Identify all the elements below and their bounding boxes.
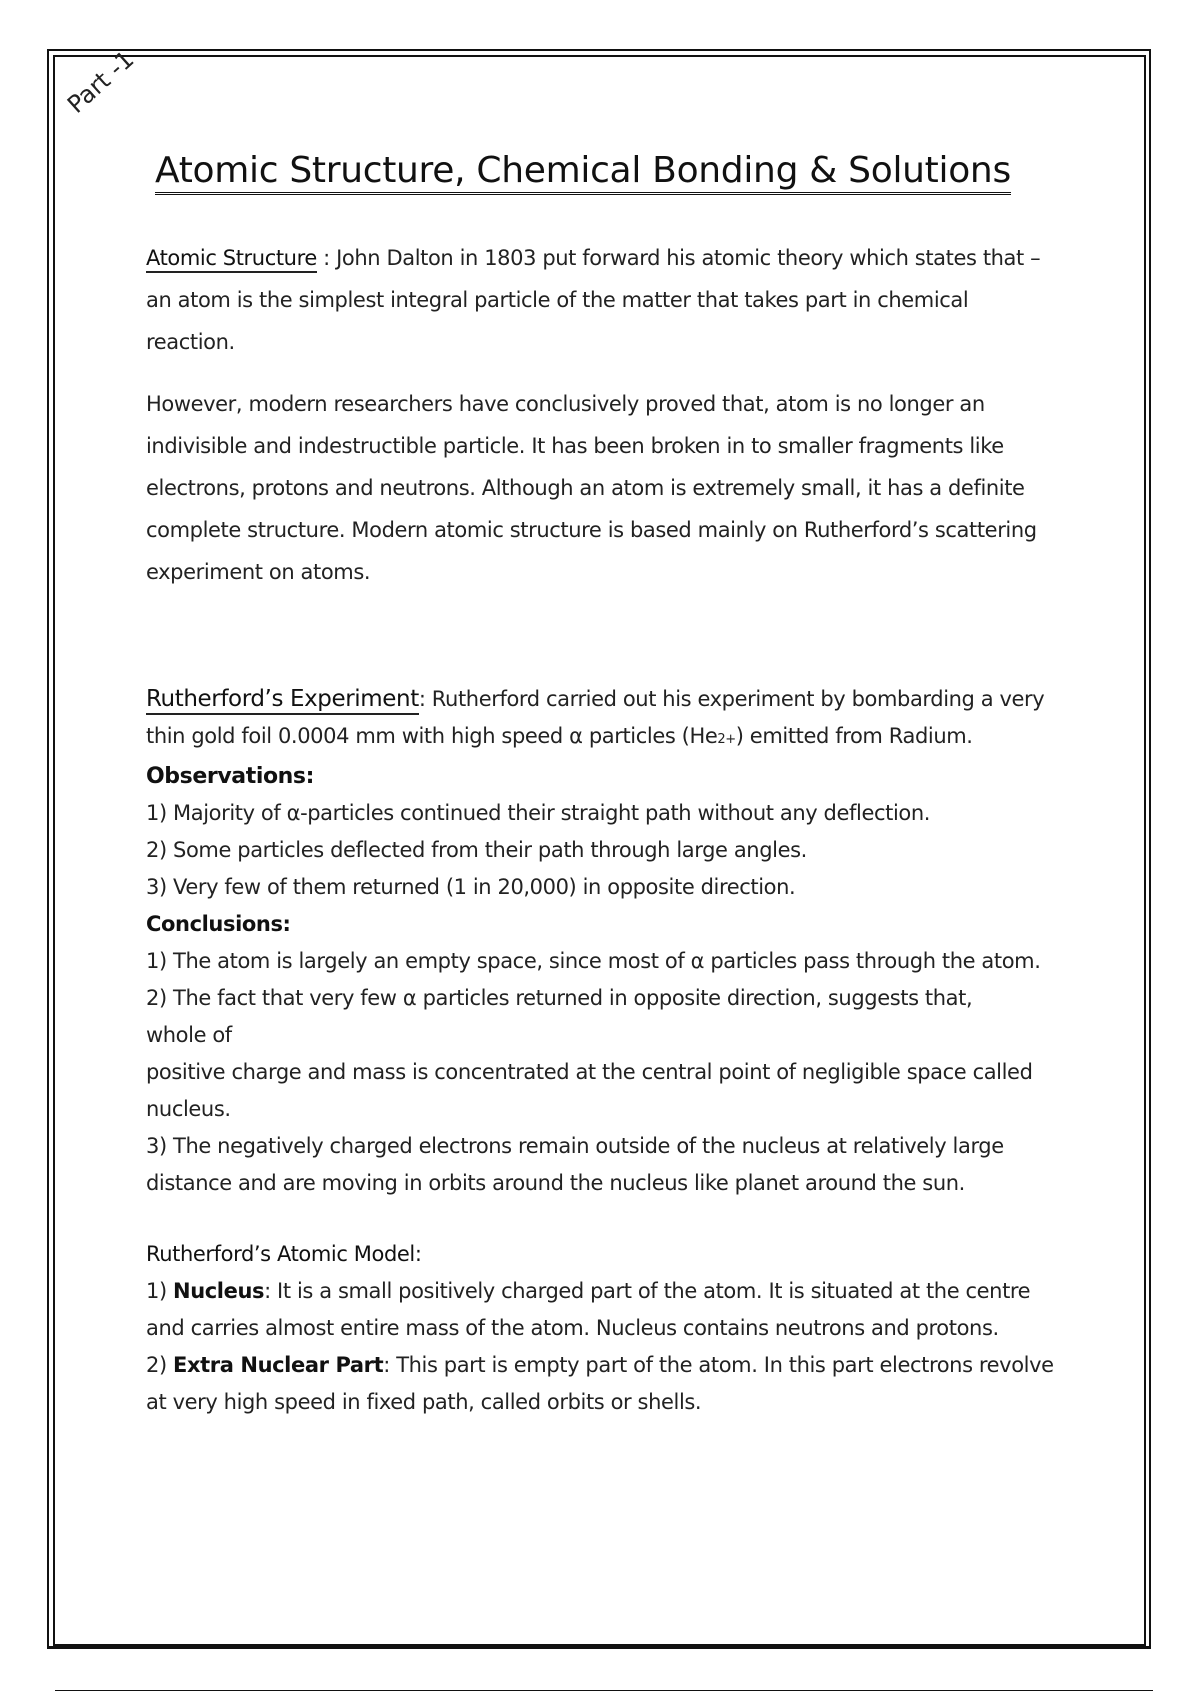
model-item-text: : This part is empty part of the atom. In this part electrons revolve at very high speed in fixed path, called orbits or shells.	[146, 1353, 1054, 1414]
conclusion-item: 1) The atom is largely an empty space, since most of α particles pass through the atom.	[146, 949, 1041, 973]
model-item-number: 1)	[146, 1279, 174, 1303]
rutherford-text-after: ) emitted from Radium.	[735, 724, 973, 748]
atomic-structure-heading: Atomic Structure	[146, 246, 317, 273]
observation-item: 2) Some particles deflected from their path through large angles.	[146, 838, 807, 862]
rutherford-text-before: : Rutherford carried out his experiment by bombarding a very thin gold foil 0.0004 mm with high speed α particles (He	[146, 687, 1045, 748]
nucleus-term: Nucleus	[173, 1279, 265, 1303]
model-item-number: 2)	[146, 1353, 174, 1377]
model-item	[146, 1347, 1061, 1421]
rutherford-experiment-heading: Rutherford’s Experiment	[146, 686, 419, 715]
model-item-text: : It is a small positively charged part of the atom. It is situated at the centre and carries almost entire mass of the atom. Nucleus contains neutrons and protons.	[146, 1279, 1031, 1340]
extra-nuclear-term: Extra Nuclear Part	[173, 1353, 384, 1377]
part-label: Part -1	[62, 45, 140, 119]
modern-paragraph: However, modern researchers have conclusively proved that, atom is no longer an indivisible and indestructible particle. It has been broken in to smaller fragments like electrons, protons and neutrons. Although an atom is extremely small, it has a definite complete structure. Modern atomic structure is based mainly on Rutherford’s scattering experiment on atoms.	[146, 392, 1037, 584]
intro-paragraph	[146, 237, 1061, 363]
conclusion-item: 2) The fact that very few α particles returned in opposite direction, suggests that, whole of	[146, 986, 973, 1047]
observations-heading: Observations:	[146, 764, 315, 789]
atomic-model-heading: Rutherford’s Atomic Model:	[146, 1242, 422, 1266]
rutherford-paragraph	[146, 681, 1061, 758]
helium-charge-subscript: 2+	[717, 732, 736, 747]
conclusion-item: 3) The negatively charged electrons remain outside of the nucleus at relatively large distance and are moving in orbits around the nucleus like planet around the sun.	[146, 1134, 1004, 1195]
bottom-rule	[55, 1690, 1153, 1691]
conclusions-heading: Conclusions:	[146, 912, 291, 936]
conclusion-item-continued: positive charge and mass is concentrated at the central point of negligible space called nucleus.	[146, 1060, 1033, 1121]
page-title: Atomic Structure, Chemical Bonding & Solutions	[155, 150, 1011, 195]
observation-item: 1) Majority of α-particles continued their straight path without any deflection.	[146, 801, 931, 825]
intro-text: John Dalton in 1803 put forward his atomic theory which states that – an atom is the simplest integral particle of the matter that takes part in chemical reaction.	[146, 246, 1041, 354]
observation-item: 3) Very few of them returned (1 in 20,000) in opposite direction.	[146, 875, 796, 899]
model-item	[146, 1273, 1061, 1347]
intro-separator: :	[316, 246, 337, 270]
document-body	[146, 237, 1061, 1421]
